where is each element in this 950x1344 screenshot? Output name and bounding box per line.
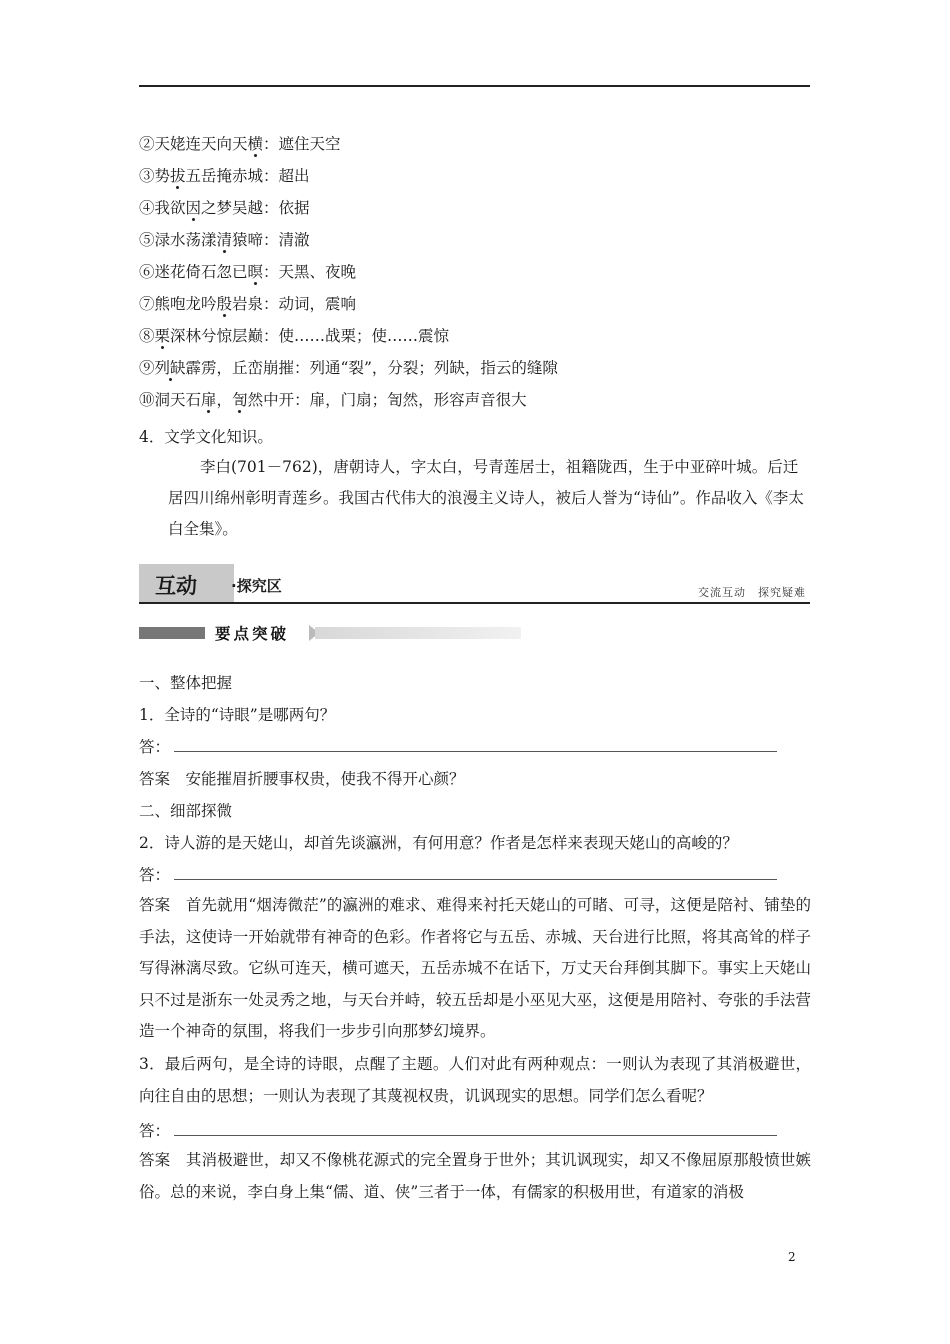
answer-prompt-1: 答： [139, 738, 171, 756]
answer-1: 答案 安能摧眉折腰事权贵，使我不得开心颜？ [139, 770, 465, 788]
part2-heading: 二、细部探微 [139, 802, 233, 820]
subsection-title: 要点突破 [215, 625, 290, 643]
page-number: 2 [788, 1250, 796, 1264]
literature-heading: 4．文学文化知识。 [139, 428, 273, 446]
section-title: 互动 [155, 574, 197, 598]
vocab-item-2: ②天姥连天向天横：遮住天空 [139, 135, 341, 153]
answer-prompt-3: 答： [139, 1122, 171, 1140]
vocab-item-8: ⑧栗深林兮惊层巅：使……战栗；使……震惊 [139, 327, 450, 345]
part1-heading: 一、整体把握 [139, 674, 233, 692]
answer-line-3[interactable] [174, 1135, 777, 1136]
question-3: 3．最后两句，是全诗的诗眼，点醒了主题。人们对此有两种观点：一则认为表现了其消极避世，向往自由的思想；一则认为表现了其蔑视权贵，讥讽现实的思想。同学们怎么看呢？ [139, 1055, 811, 1105]
vocab-item-4: ④我欲因之梦吴越：依据 [139, 199, 310, 217]
vocab-item-9: ⑨列缺霹雳，丘峦崩摧：列通“裂”，分裂；列缺，指云的缝隙 [139, 359, 558, 377]
vocab-item-3: ③势拔五岳掩赤城：超出 [139, 167, 310, 185]
answer-line-1[interactable] [174, 751, 777, 752]
section-rule [139, 602, 810, 604]
literature-text: 李白(701－762)，唐朝诗人，字太白，号青莲居士，祖籍陇西，生于中亚碎叶城。后迁居四川绵州彰明青莲乡。我国古代伟大的浪漫主义诗人，被后人誉为“诗仙”。作品收入《李太白全集》。 [168, 458, 804, 538]
header-rule [139, 85, 810, 87]
answer-line-2[interactable] [174, 879, 777, 880]
vocab-item-5: ⑤渌水荡漾清猿啼：清澈 [139, 231, 310, 249]
question-1: 1．全诗的“诗眼”是哪两句？ [139, 706, 336, 724]
subsection-header [139, 624, 521, 642]
question-2: 2．诗人游的是天姥山，却首先谈瀛洲，有何用意？作者是怎样来表现天姥山的高峻的？ [139, 834, 738, 852]
vocab-item-10: ⑩洞天石扉，訇然中开：扉，门扇；訇然，形容声音很大 [139, 391, 527, 409]
subsection-bar-right [315, 627, 521, 639]
section-right-label: 交流互动 探究疑难 [698, 586, 806, 599]
answer-3: 答案 其消极避世，却又不像桃花源式的完全置身于世外；其讥讽现实，却又不像屈原那般愤世嫉俗。总的来说，李白身上集“儒、道、侠”三者于一体，有儒家的积极用世，有道家的消极 [139, 1151, 811, 1201]
answer-2: 答案 首先就用“烟涛微茫”的瀛洲的难求、难得来衬托天姥山的可睹、可寻，这便是陪衬、铺垫的手法，这使诗一开始就带有神奇的色彩。作者将它与五岳、赤城、天台进行比照，将其高耸的样子写得淋漓尽致。它纵可连天，横可遮天，五岳赤城不在话下，万丈天台拜倒其脚下。事实上天姥山只不过是浙东一处灵秀之地，与天台并峙，较五岳却是小巫见大巫，这便是用陪衬、夸张的手法营造一个神奇的氛围，将我们一步步引向那梦幻境界。 [139, 896, 811, 1040]
subsection-bar-left [139, 627, 205, 639]
vocab-item-6: ⑥迷花倚石忽已暝：天黑、夜晚 [139, 263, 357, 281]
vocab-item-7: ⑦熊咆龙吟殷岩泉：动词，震响 [139, 295, 357, 313]
answer-prompt-2: 答： [139, 866, 171, 884]
section-subtitle: ·探究区 [231, 577, 282, 595]
section-header [139, 564, 810, 604]
